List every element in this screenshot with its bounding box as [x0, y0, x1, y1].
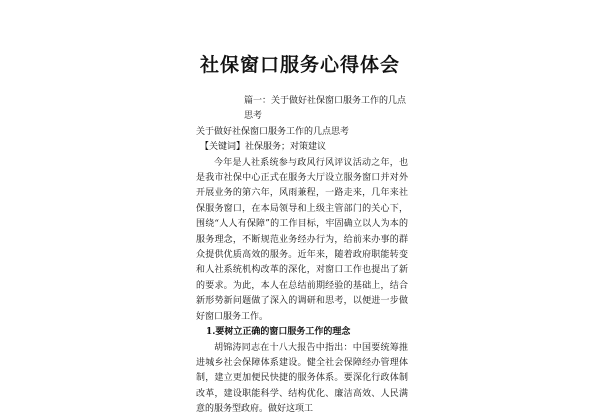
article-subtitle: 关于做好社保窗口服务工作的几点思考 — [196, 126, 350, 137]
section-heading-1: 1.要树立正确的窗口服务工作的理念 — [206, 327, 351, 338]
paragraph-1: 今年是人社系统参与政风行风评议活动之年，也是我市社保中心正式在服务大厅设立服务窗口并对外开展业务的第六年，风雨兼程，一路走来，几年来社保服务窗口，在本局领导和上级主管部门的关心下，围绕“人人有保障”的工作目标，牢固确立以人为本的服务理念，不断规范业务经办行为，给前来办事的群众提供优质高效的服务。近年来，随着政府职能转变和人社系统机构改革的深化，对窗口工作也提出了新的要求。为此，本人在总结前期经验的基础上，结合新形势新问题做了深入的调研和思考，以便进一步做好窗口服务工作。 — [196, 157, 408, 322]
chapter-heading: 篇一：关于做好社保窗口服务工作的几点思考 — [244, 96, 407, 122]
keywords-line: 【关键词】社保服务；对策建议 — [200, 142, 327, 153]
document-title: 社保窗口服务心得体会 — [199, 54, 400, 76]
paragraph-2: 胡锦涛同志在十八大报告中指出：中国要统筹推进城乡社会保障体系建设。健全社会保障经办管理体制，建立更加便民快捷的服务体系。要深化行政体制改革，建设职能科学、结构优化、廉洁高效、人民满意的服务型政府。做好这项工 — [196, 342, 408, 415]
document-body — [196, 94, 408, 418]
